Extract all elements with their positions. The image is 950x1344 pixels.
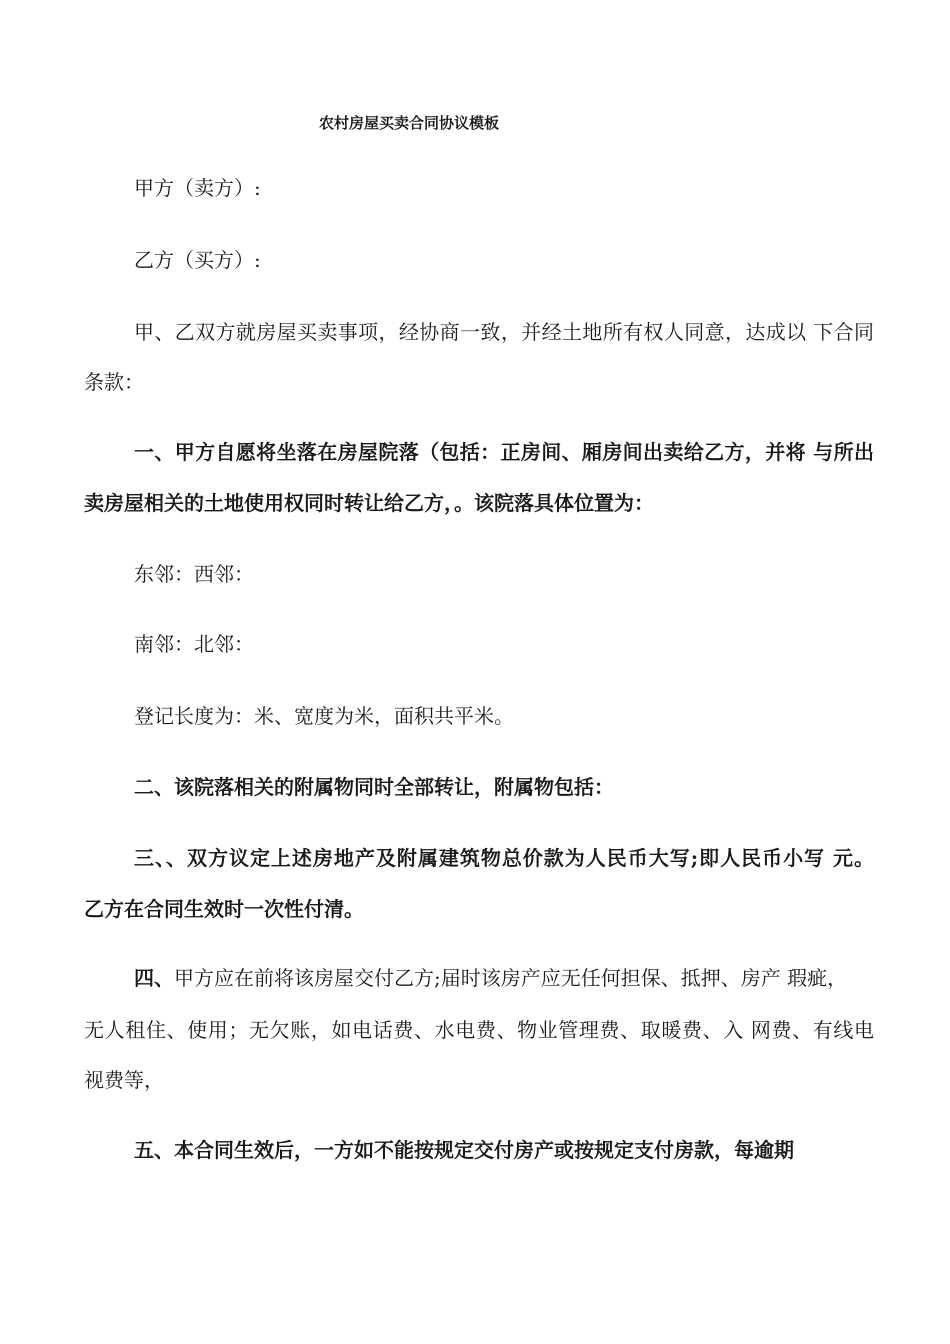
clause-4-line-1 — [134, 964, 924, 992]
clause-3-line-2: 乙方在合同生效时一次性付清。 — [84, 897, 364, 921]
clause-5-line: 五、本合同生效后，一方如不能按规定交付房产或按规定支付房款，每逾期 — [134, 1138, 794, 1162]
dimensions-line: 登记长度为：米、宽度为米，面积共平米。 — [134, 704, 514, 728]
clause-2-line: 二、该院落相关的附属物同时全部转让，附属物包括： — [134, 775, 614, 799]
party-b-line: 乙方（买方）: — [134, 248, 261, 272]
east-west-neighbors: 东邻：西邻： — [134, 562, 254, 586]
clause-4-line-2: 无人租住、使用；无欠账，如电话费、水电费、物业管理费、取暖费、入 网费、有线电 — [84, 1018, 874, 1042]
south-north-neighbors: 南邻：北邻： — [134, 632, 254, 656]
clause-3-line-1: 三、、双方议定上述房地产及附属建筑物总价款为人民币大写;即人民币小写 元。 — [134, 846, 874, 870]
clause-4-line-3: 视费等， — [84, 1068, 164, 1092]
title-text: 农村房屋买卖合同协议模板 — [318, 114, 499, 132]
document-title — [0, 112, 950, 133]
party-a-line: 甲方（卖方）: — [134, 176, 261, 200]
intro-line-1: 甲、乙双方就房屋买卖事项，经协商一致，并经土地所有权人同意，达成以 下合同 — [134, 320, 874, 344]
intro-line-2: 条款： — [84, 370, 144, 394]
clause-1-line-2: 卖房屋相关的土地使用权同时转让给乙方，。该院落具体位置为： — [84, 491, 654, 515]
clause-4-number: 四、 — [134, 966, 174, 990]
clause-1-line-1: 一、甲方自愿将坐落在房屋院落（包括：正房间、厢房间出卖给乙方，并将 与所出 — [134, 440, 874, 464]
clause-4-line-1-text: 甲方应在前将该房屋交付乙方;届时该房产应无任何担保、抵押、房产 瑕疵， — [174, 966, 848, 990]
